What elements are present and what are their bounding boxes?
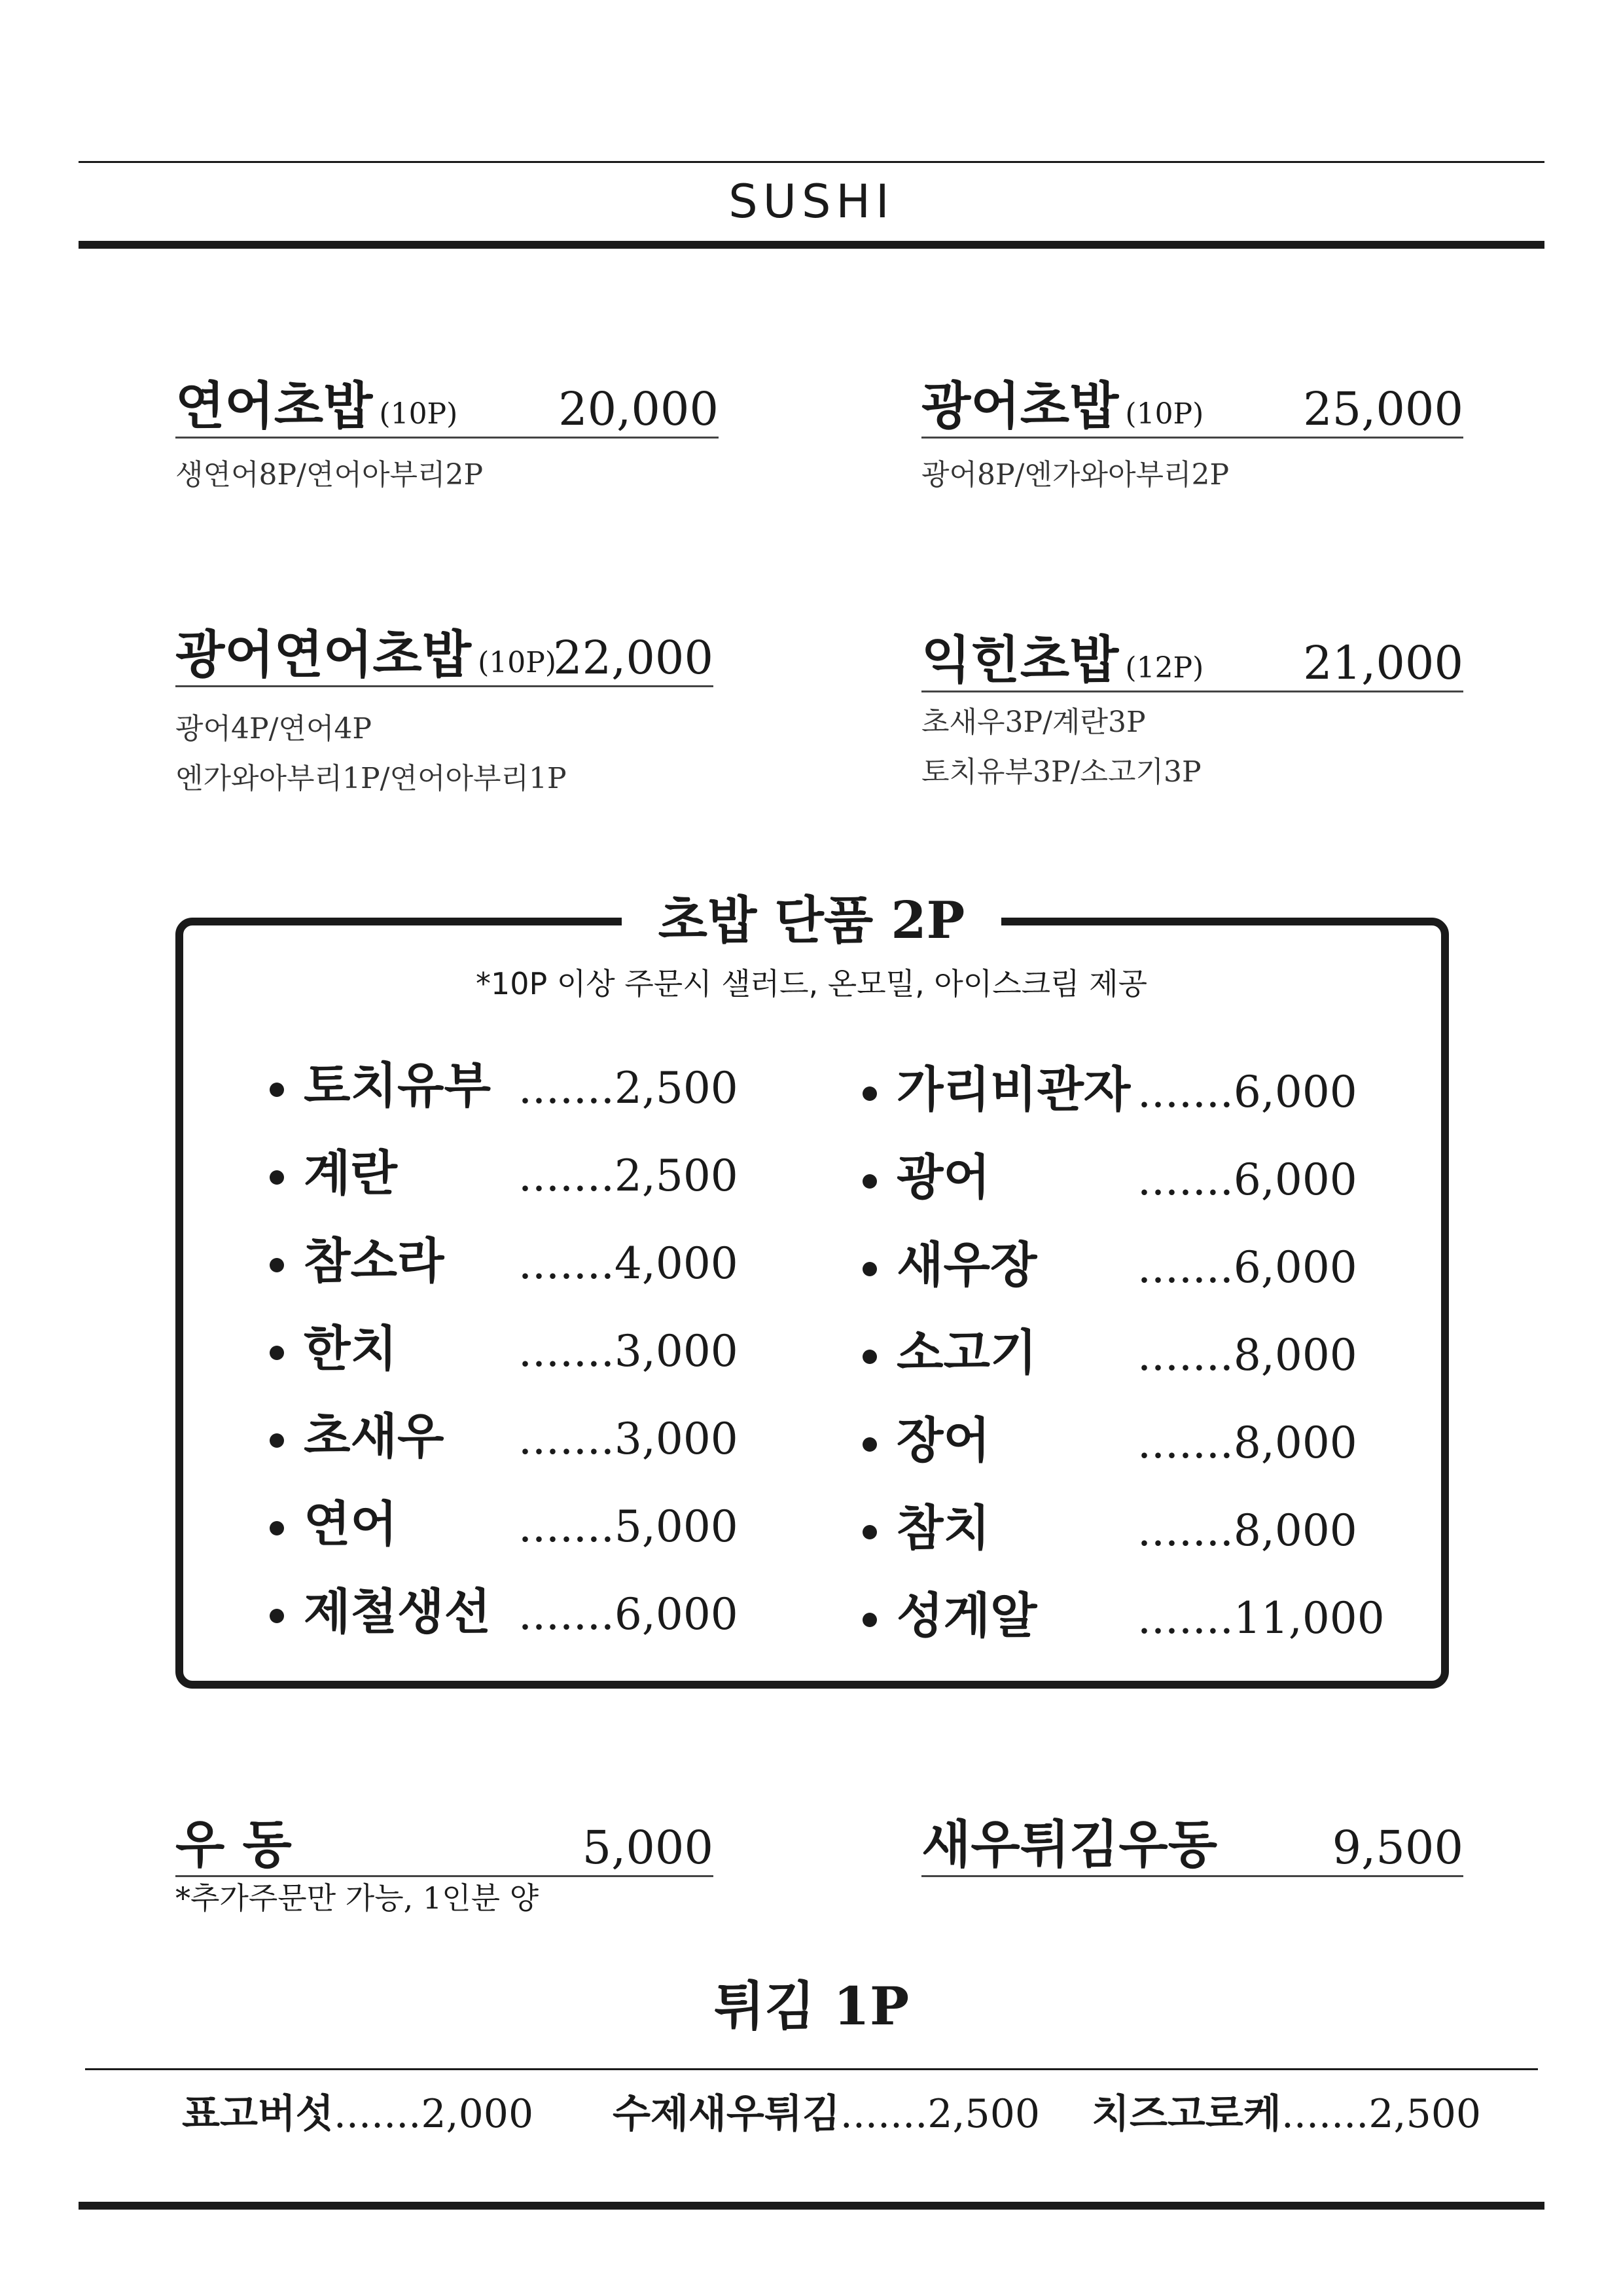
udon-item-price: 5,000: [582, 1821, 713, 1874]
set-item-name: 광어연어초밥 (10P): [175, 625, 557, 685]
set-item-pieces: (10P): [478, 646, 557, 679]
top-thick-rule: [79, 241, 1544, 249]
udon-note: *추가주문만 가능, 1인분 양: [175, 1880, 539, 1916]
set-item-underline: [175, 685, 713, 687]
bullet-icon: [863, 1086, 877, 1101]
set-item-salmon: [175, 347, 719, 439]
set-item-desc: 광어4P/연어4P 엔가와아부리1P/연어아부리1P: [175, 712, 567, 795]
set-item-desc: 생연어8P/연어아부리2P: [175, 458, 484, 492]
udon-item-name: 새우튀김우동: [921, 1815, 1218, 1874]
fried-item: 표고버섯.......2,000: [182, 2091, 534, 2137]
set-item-price: 21,000: [1303, 636, 1463, 690]
udon-item: [175, 1785, 713, 1877]
set-item-cooked: [921, 601, 1463, 692]
fried-item: 수제새우튀김.......2,500: [613, 2091, 1041, 2137]
udon-item: [921, 1785, 1463, 1877]
bullet-icon: [863, 1437, 877, 1452]
bottom-thick-rule: [79, 2202, 1544, 2210]
set-item-pieces: (10P): [379, 397, 458, 431]
set-item-price: 25,000: [1303, 382, 1463, 436]
set-item-pieces: (12P): [1125, 651, 1204, 685]
bullet-icon: [863, 1525, 877, 1539]
bullet-icon: [270, 1433, 284, 1448]
set-item-flatfish: [921, 347, 1463, 439]
set-item-underline: [175, 437, 719, 439]
single-nigiri-title: 초밥 단품 2P: [622, 878, 1001, 963]
fried-item: 치즈고로케.......2,500: [1092, 2091, 1482, 2137]
bullet-icon: [270, 1609, 284, 1623]
set-item-desc: 광어8P/엔가와아부리2P: [921, 458, 1230, 492]
single-nigiri-note: *10P 이상 주문시 샐러드, 온모밀, 아이스크림 제공: [475, 966, 1148, 1001]
bullet-icon: [270, 1258, 284, 1272]
bullet-icon: [270, 1083, 284, 1097]
set-item-pieces: (10P): [1125, 397, 1204, 431]
udon-item-name: 우 동: [175, 1815, 292, 1874]
set-item-flatfish-salmon: [175, 596, 713, 687]
set-item-underline: [921, 437, 1463, 439]
bullet-icon: [863, 1613, 877, 1627]
set-item-price: 22,000: [553, 631, 713, 685]
set-item-name: 광어초밥 (10P): [921, 376, 1204, 436]
set-item-desc: 초새우3P/계란3P 토치유부3P/소고기3P: [921, 706, 1202, 789]
top-thin-rule: [79, 161, 1544, 163]
set-item-name: 연어초밥 (10P): [175, 376, 458, 436]
page-title: SUSHI: [728, 175, 895, 228]
fried-title: 튀김 1P: [713, 1975, 910, 2037]
bullet-icon: [270, 1170, 284, 1185]
bullet-icon: [863, 1350, 877, 1364]
fried-thin-rule: [85, 2068, 1538, 2070]
bullet-icon: [270, 1346, 284, 1360]
udon-item-price: 9,500: [1332, 1821, 1463, 1874]
set-item-underline: [921, 691, 1463, 692]
bullet-icon: [863, 1174, 877, 1189]
udon-item-underline: [921, 1875, 1463, 1877]
bullet-icon: [270, 1521, 284, 1535]
set-item-name: 익힌초밥 (12P): [921, 630, 1204, 690]
set-item-price: 20,000: [558, 382, 719, 436]
bullet-icon: [863, 1262, 877, 1276]
